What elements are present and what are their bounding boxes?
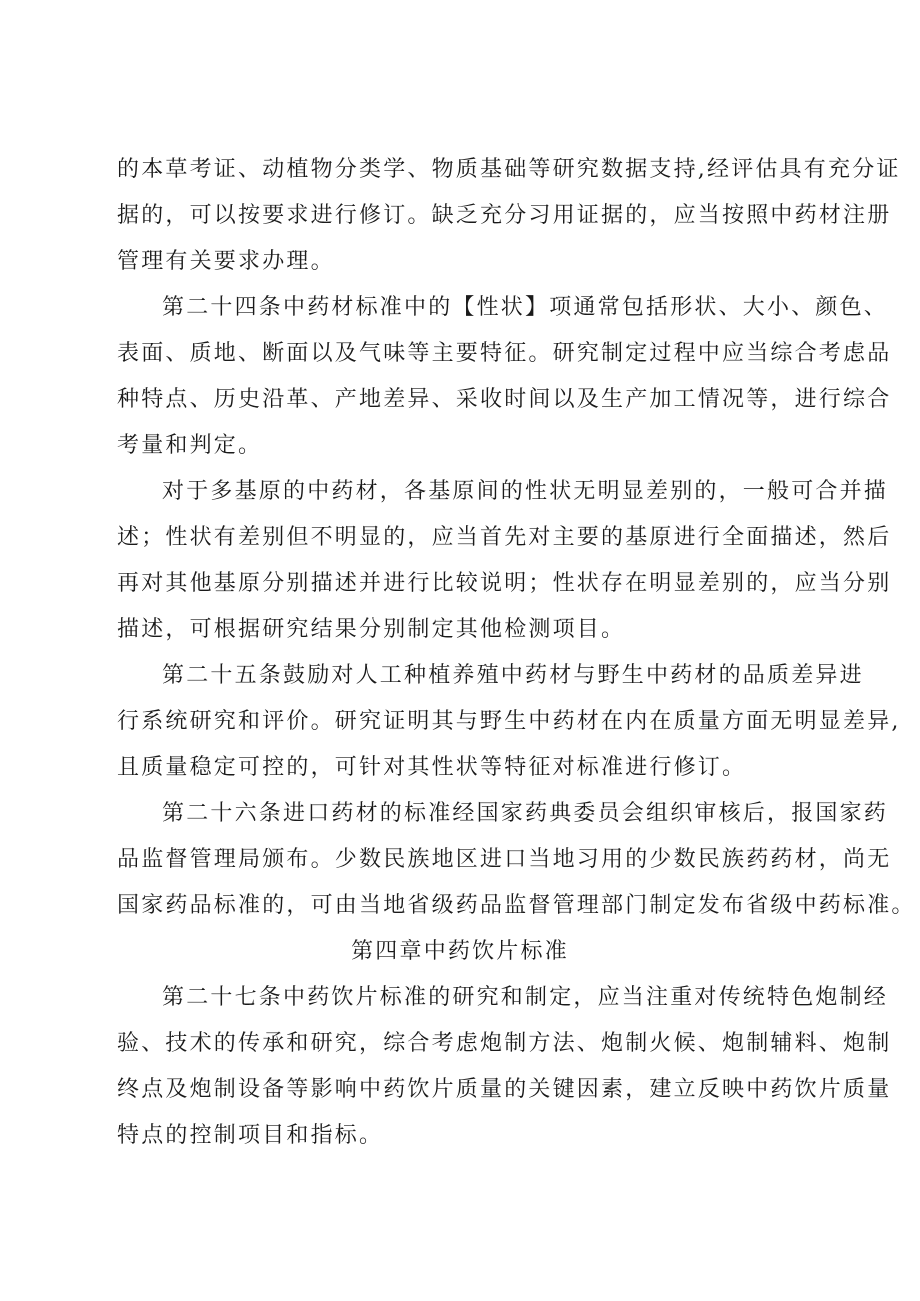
chapter-heading: 第四章中药饮片标准 [351,939,569,964]
paragraph-4-line-1: 第二十五条鼓励对人工种植养殖中药材与野生中药材的品质差异进 [162,663,864,688]
paragraph-5-line-1: 第二十六条进口药材的标准经国家药典委员会组织审核后，报国家药 [162,801,889,826]
paragraph-4-line-2: 行系统研究和评价。研究证明其与野生中药材在内在质量方面无明显差异, [117,709,901,734]
paragraph-6-line-2: 验、技术的传承和研究，综合考虑炮制方法、炮制火候、炮制辅料、炮制 [117,1031,892,1056]
paragraph-2-line-3: 种特点、历史沿革、产地差异、采收时间以及生产加工情况等，进行综合 [117,387,892,412]
paragraph-5-line-3: 国家药品标准的，可由当地省级药品监督管理部门制定发布省级中药标准。 [117,893,916,918]
paragraph-6-line-3: 终点及炮制设备等影响中药饮片质量的关键因素，建立反映中药饮片质量 [117,1077,892,1102]
paragraph-6-line-1: 第二十七条中药饮片标准的研究和制定，应当注重对传统特色炮制经 [162,985,889,1010]
paragraph-2-line-1: 第二十四条中药材标准中的【性状】项通常包括形状、大小、颜色、 [162,295,889,320]
paragraph-3-line-3: 再对其他基原分别描述并进行比较说明；性状存在明显差别的，应当分别 [117,571,892,596]
paragraph-6-line-4: 特点的控制项目和指标。 [117,1123,384,1148]
paragraph-3-line-1: 对于多基原的中药材，各基原间的性状无明显差别的，一般可合并描 [162,479,889,504]
paragraph-3-line-2: 述；性状有差别但不明显的，应当首先对主要的基原进行全面描述，然后 [117,525,892,550]
paragraph-4-line-3: 且质量稳定可控的，可针对其性状等特征对标准进行修订。 [117,755,747,780]
paragraph-2-line-2: 表面、质地、断面以及气味等主要特征。研究制定过程中应当综合考虑品 [117,341,892,366]
paragraph-1-line-1: 的本草考证、动植物分类学、物质基础等研究数据支持,经评估具有充分证 [117,157,901,182]
paragraph-5-line-2: 品监督管理局颁布。少数民族地区进口当地习用的少数民族药药材，尚无 [117,847,892,872]
paragraph-3-line-4: 描述，可根据研究结果分别制定其他检测项目。 [117,617,626,642]
paragraph-1-line-2: 据的，可以按要求进行修订。缺乏充分习用证据的，应当按照中药材注册 [117,203,892,228]
paragraph-2-line-4: 考量和判定。 [117,433,263,458]
paragraph-1-line-3: 管理有关要求办理。 [117,249,335,274]
